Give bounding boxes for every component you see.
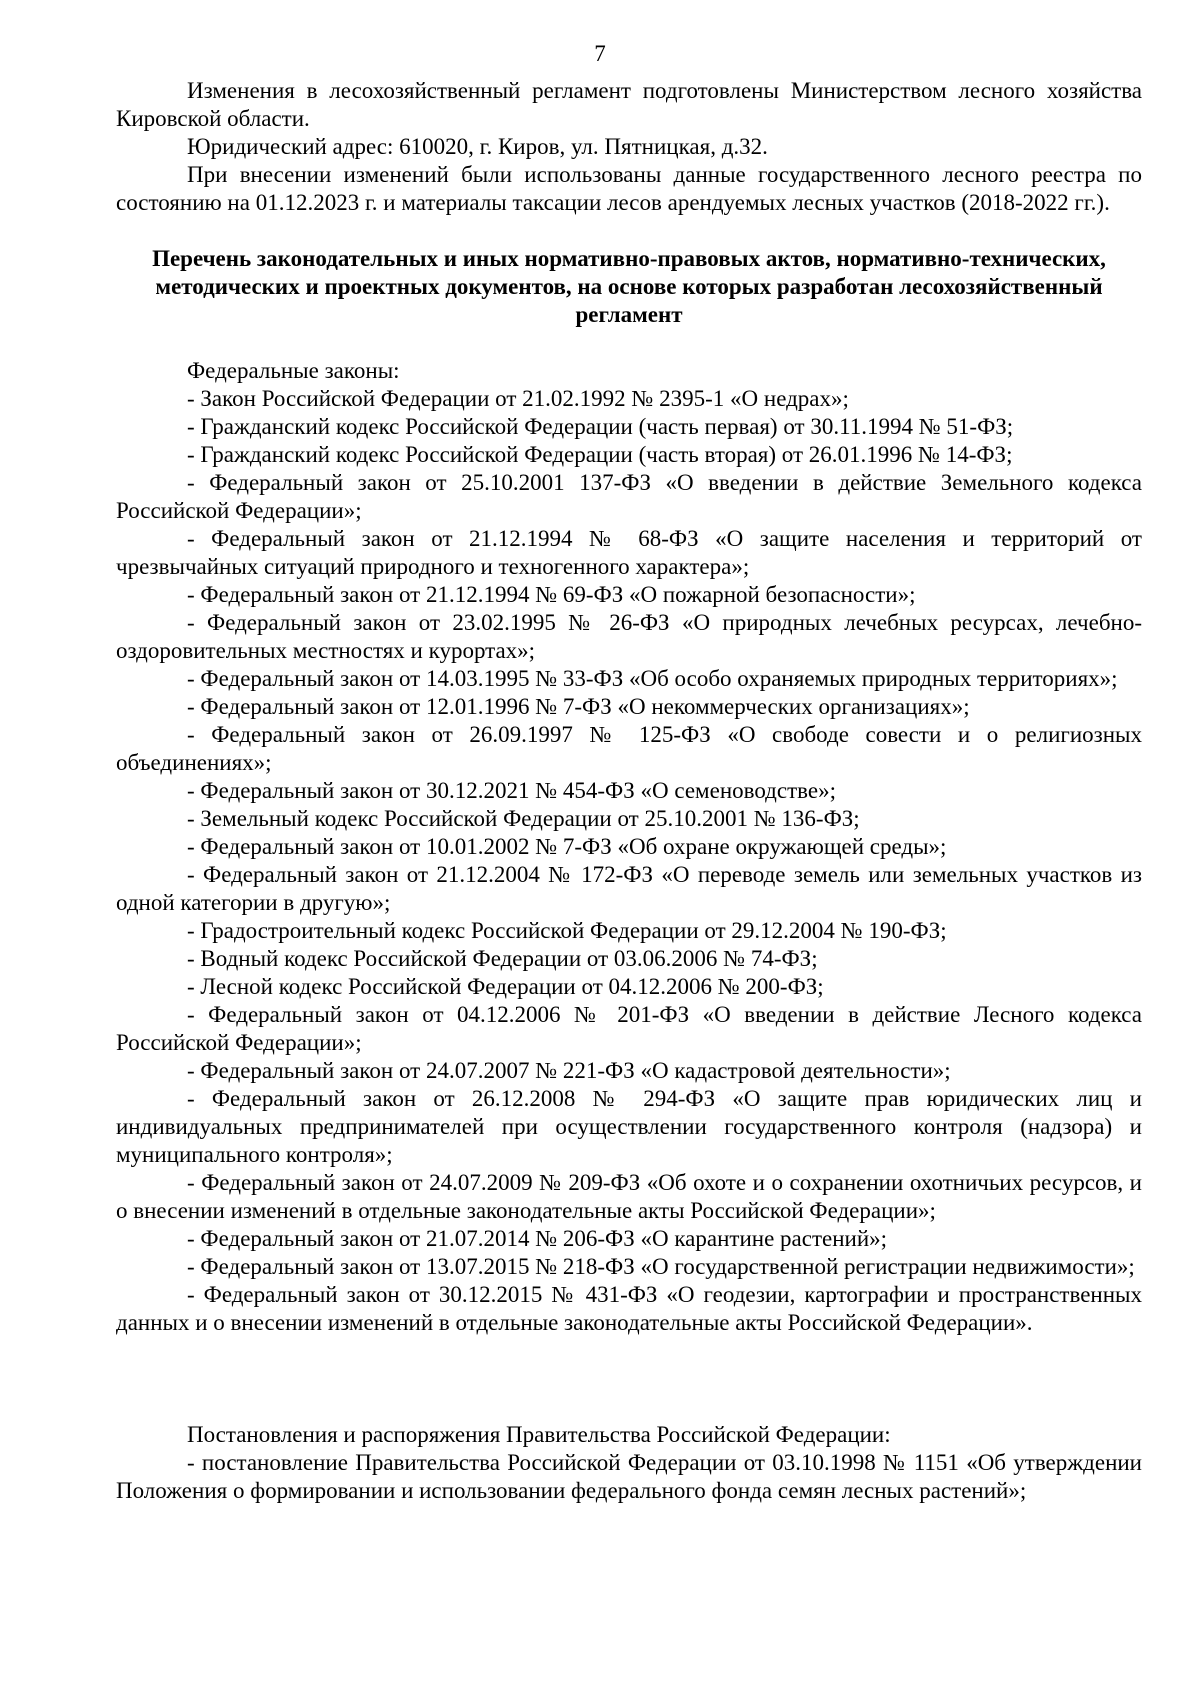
list-item: - Федеральный закон от 14.03.1995 № 33-ФЗ «Об особо охраняемых природных территориях»;: [187, 666, 1118, 691]
list-item: - Федеральный закон от 21.07.2014 № 206-ФЗ «О карантине растений»;: [187, 1226, 888, 1251]
list-item: - Федеральный закон от 12.01.1996 № 7-ФЗ «О некоммерческих организациях»;: [187, 694, 970, 719]
list-item: - Водный кодекс Российской Федерации от 03.06.2006 № 74-ФЗ;: [187, 946, 818, 971]
list-item: - Федеральный закон от 13.07.2015 № 218-ФЗ «О государственной регистрации недвижимости»;: [187, 1254, 1135, 1279]
list-item: - Федеральный закон от 30.12.2021 № 454-ФЗ «О семеноводстве»;: [187, 778, 836, 803]
list-item: - Земельный кодекс Российской Федерации от 25.10.2001 № 136-ФЗ;: [187, 806, 860, 831]
intro-paragraph: При внесении изменений были использованы данные государственного лесного реестра по состоянию на 01.12.2023 г. и материалы таксации лесов арендуемых лесных участков (2018-2022 гг.).: [116, 162, 1142, 215]
list-item: - Градостроительный кодекс Российской Федерации от 29.12.2004 № 190-ФЗ;: [187, 918, 947, 943]
government-acts-title: Постановления и распоряжения Правительства Российской Федерации:: [187, 1422, 891, 1447]
list-item: - Лесной кодекс Российской Федерации от 04.12.2006 № 200-ФЗ;: [187, 974, 824, 999]
list-item: - Федеральный закон от 04.12.2006 № 201-ФЗ «О введении в действие Лесного кодекса Российской Федерации»;: [116, 1002, 1142, 1055]
intro-paragraph: Юридический адрес: 610020, г. Киров, ул. Пятницкая, д.32.: [187, 134, 768, 159]
list-item: - Закон Российской Федерации от 21.02.1992 № 2395-1 «О недрах»;: [187, 386, 849, 411]
list-item: - Федеральный закон от 24.07.2009 № 209-ФЗ «Об охоте и о сохранении охотничьих ресурсов, и о внесении изменений в отдельные законодательные акты Российской Федерации»;: [116, 1170, 1142, 1223]
list-item: - Федеральный закон от 25.10.2001 137-ФЗ «О введении в действие Земельного кодекса Российской Федерации»;: [116, 470, 1142, 523]
section-heading: Перечень законодательных и иных нормативно-правовых актов, нормативно-технических, методических и проектных документов, на основе которых разработан лесохозяйственный регламент: [152, 246, 1106, 327]
document-body: [116, 77, 1142, 1505]
intro-paragraph: Изменения в лесохозяйственный регламент подготовлены Министерством лесного хозяйства Кировской области.: [116, 78, 1142, 131]
list-item: - Федеральный закон от 26.09.1997 № 125-ФЗ «О свободе совести и о религиозных объединениях»;: [116, 722, 1142, 775]
list-item: - Федеральный закон от 21.12.1994 № 68-ФЗ «О защите населения и территорий от чрезвычайных ситуаций природного и техногенного характера»;: [116, 526, 1142, 579]
list-item: - Федеральный закон от 24.07.2007 № 221-ФЗ «О кадастровой деятельности»;: [187, 1058, 951, 1083]
list-item: - Федеральный закон от 21.12.2004 № 172-ФЗ «О переводе земель или земельных участков из одной категории в другую»;: [116, 862, 1142, 915]
page-number: 7: [594, 41, 606, 66]
list-item: - Гражданский кодекс Российской Федерации (часть вторая) от 26.01.1996 № 14-ФЗ;: [187, 442, 1013, 467]
list-item: - Федеральный закон от 10.01.2002 № 7-ФЗ «Об охране окружающей среды»;: [187, 834, 947, 859]
list-item: - постановление Правительства Российской Федерации от 03.10.1998 № 1151 «Об утверждении Положения о формировании и использовании федерального фонда семян лесных растений»;: [116, 1450, 1142, 1503]
list-item: - Гражданский кодекс Российской Федерации (часть первая) от 30.11.1994 № 51-ФЗ;: [187, 414, 1014, 439]
list-item: - Федеральный закон от 23.02.1995 № 26-ФЗ «О природных лечебных ресурсах, лечебно-оздоровительных местностях и курортах»;: [116, 610, 1142, 663]
federal-laws-title: Федеральные законы:: [187, 358, 400, 383]
list-item: - Федеральный закон от 26.12.2008 № 294-ФЗ «О защите прав юридических лиц и индивидуальных предпринимателей при осуществлении государственного контроля (надзора) и муниципального контроля»;: [116, 1086, 1142, 1167]
list-item: - Федеральный закон от 21.12.1994 № 69-ФЗ «О пожарной безопасности»;: [187, 582, 916, 607]
list-item: - Федеральный закон от 30.12.2015 № 431-ФЗ «О геодезии, картографии и пространственных данных и о внесении изменений в отдельные законодательные акты Российской Федерации».: [116, 1282, 1142, 1335]
